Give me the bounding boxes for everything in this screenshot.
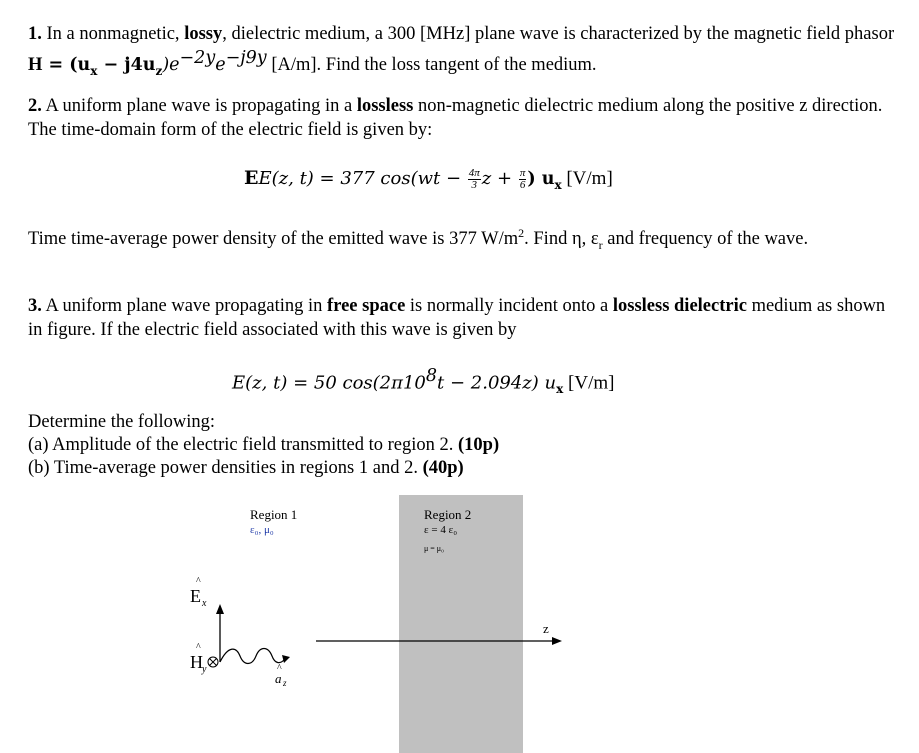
q2-frac1: $\frac{4\pi}{3}$ (468, 167, 480, 192)
z-axis-arrowhead (552, 637, 562, 645)
q2-frac2: $\frac{\pi}{6}$ (519, 167, 526, 192)
wave-icon (220, 649, 284, 664)
q1-eq-e2: e (215, 55, 226, 76)
q2-eq-rhs: ) u (527, 169, 555, 189)
q3-eq-sup: 8 (425, 366, 438, 386)
az-hat: ^ (277, 663, 282, 674)
region-2-label: Region 2 (424, 507, 472, 522)
q2-number: 2. (28, 96, 42, 116)
e-hat: ^ (196, 576, 201, 587)
e-label: E (190, 586, 201, 606)
region-2-area (399, 495, 523, 753)
region-1-label: Region 1 (250, 507, 298, 522)
region-1-params: ε₀, μ₀ (250, 524, 274, 536)
q2-text-power: Time time-average power density of the emitted wave is 377 $W/m^2$. Find η, $\varepsilon_r$ and frequency of the wave. (28, 226, 809, 252)
q2-lossless: lossless (356, 96, 414, 116)
q2-text-b: non-magnetic dielectric medium along the positive z direction. The time-domain form of the electric field is given by: (28, 96, 883, 140)
q1-sub-z: z (155, 63, 163, 78)
q3-eq-rhs: t − 2.094z) u (437, 372, 557, 394)
question-3: 3. A uniform plane wave propagating in free space is normally incident onto a lossless dielectric medium as shown in figure. If the electric field associated with this wave is given by (28, 296, 886, 340)
q3-eq-unit: [V/m] (563, 372, 615, 394)
q3-eq-sub: x (556, 382, 564, 397)
q3-part-a: (a) Amplitude of the electric field transmitted to region 2. (10p) (28, 435, 500, 455)
q2-eq-sub: x (554, 177, 562, 192)
q1-text-a: In a nonmagnetic, (41, 24, 185, 44)
q2-eq-mid: z + (481, 168, 518, 189)
h-sub: y (202, 664, 207, 675)
az-label: a (275, 671, 282, 686)
q1-eq-e: )e (162, 55, 180, 76)
q3-part-b: (b) Time-average power densities in regions 1 and 2. (40p) (28, 458, 464, 478)
z-label: z (543, 621, 549, 636)
q1-eq-minus: − j4u (97, 55, 156, 76)
q1-h-vector: H (28, 55, 43, 76)
wave-arrowhead (282, 655, 290, 663)
q2-equation: EE(z, t) = 377 cos(wt − $\frac{4\pi}{3}$ z + $\frac{\pi}{6}$ ) $u_x$ [V/m] (244, 167, 613, 192)
h-label: H (190, 652, 203, 672)
q1-number: 1. (28, 24, 42, 44)
q3-lossless-dielectric: lossless dielectric (612, 296, 747, 316)
q2-eq-unit: [V/m] (561, 168, 613, 189)
h-hat: ^ (196, 642, 201, 653)
az-sub: z (283, 678, 287, 688)
q1-exp2: −j9y (225, 48, 267, 68)
q2-eq-lhs: E(z, t) = 377 cos(wt − (258, 168, 467, 189)
q3-eq-lhs: E(z, t) = 50 cos(2π10 (232, 372, 426, 394)
q3-number: 3. (28, 296, 42, 316)
q3-free-space: free space (327, 296, 406, 316)
q1-sub-x: x (90, 63, 98, 78)
q3-determine: Determine the following: (28, 412, 216, 432)
q1-text-b: , dielectric medium, a 300 [MHz] plane wave is characterized by the magnetic field phasor (222, 24, 895, 44)
e-sub: x (202, 598, 207, 609)
q2-text-a: A uniform plane wave is propagating in a (41, 96, 357, 116)
region-2-mu: μ = μ₀ (424, 544, 444, 553)
region-2-eps: ε = 4 ε₀ (424, 524, 458, 536)
e-vector-arrowhead (216, 604, 224, 614)
q1-exp1: −2y (179, 48, 216, 68)
q1-eq-open: = (u (42, 55, 91, 76)
q1-lossy: lossy (184, 24, 223, 44)
q1-text-c: [A/m]. Find the loss tangent of the medium. (266, 55, 597, 76)
